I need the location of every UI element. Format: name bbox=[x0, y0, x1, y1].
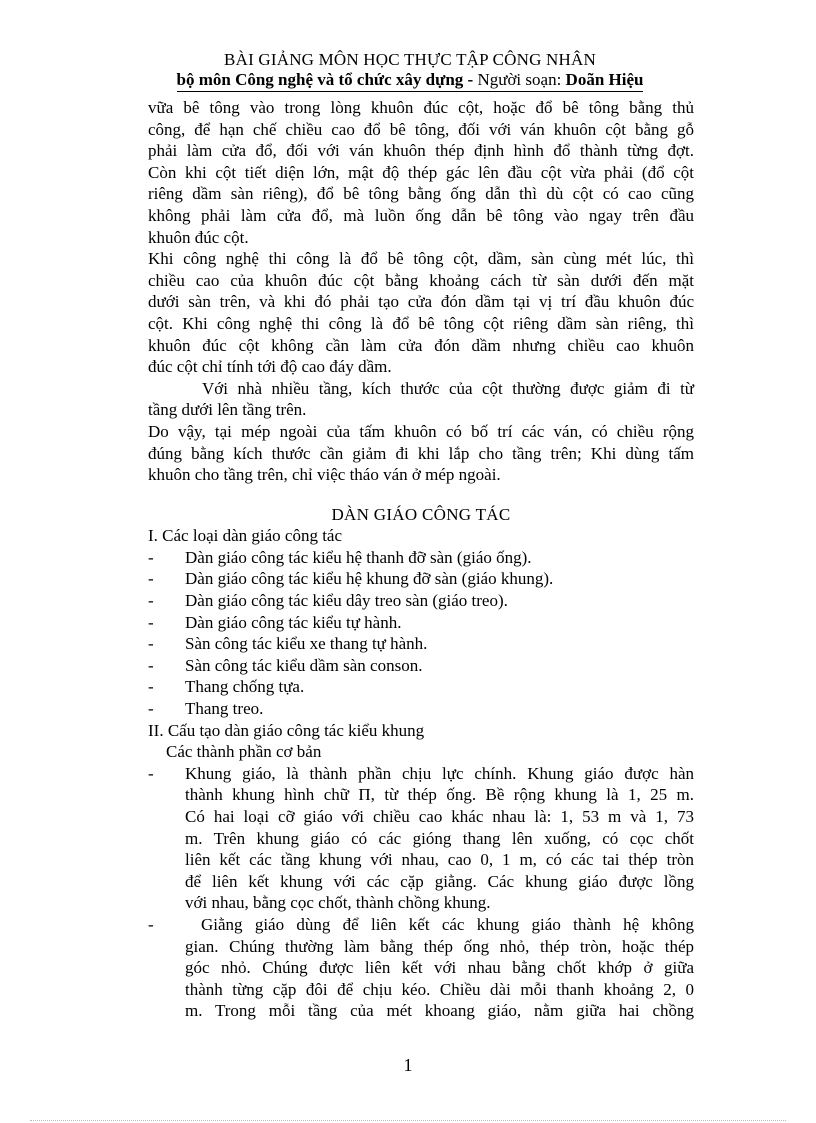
header-title: BÀI GIẢNG MÔN HỌC THỰC TẬP CÔNG NHÂN bbox=[224, 50, 596, 69]
text-line: góc nhỏ. Chúng được liên kết với nhau bằng chốt khớp ở giữa bbox=[185, 958, 694, 978]
text-line: khuôn đúc cột không cần làm cửa đón dầm nhưng chiều cao khuôn bbox=[148, 335, 694, 355]
text-line: liên kết các tầng khung với nhau, cao 0, 1 m, có các tai thép tròn bbox=[185, 850, 694, 870]
page-number: 1 bbox=[403, 1055, 413, 1075]
text-line: phải làm cửa đổ, đối với ván khuôn thép định hình đổ thành từng đợt. bbox=[148, 141, 694, 161]
text-line: m. Trên khung giáo có các gióng thang lên xuống, có cọc chốt bbox=[185, 828, 694, 848]
list-dash: - bbox=[148, 612, 154, 632]
text-line: để liên kết khung với các cặp giằng. Các khung giáo được lồng bbox=[185, 871, 694, 891]
list-item-text: Sàn công tác kiểu xe thang tự hành. bbox=[185, 634, 428, 654]
list-dash: - bbox=[148, 914, 154, 934]
text-line: dưới sàn trên, và khi đó phải tạo cửa đón dầm tại vị trí đầu khuôn đúc bbox=[148, 292, 694, 312]
paragraph-3 bbox=[148, 378, 694, 421]
text-line: khuôn đúc cột. bbox=[148, 227, 249, 247]
list-item-text: Dàn giáo công tác kiểu hệ thanh đỡ sàn (giáo ống). bbox=[185, 547, 532, 567]
text-line: không phải làm cửa đổ, mà luồn ống dẫn bê tông vào ngay trên đầu bbox=[148, 205, 694, 225]
list-dash: - bbox=[148, 569, 154, 589]
list-item-text: Dàn giáo công tác kiểu tự hành. bbox=[185, 612, 402, 632]
section-title: DÀN GIÁO CÔNG TÁC bbox=[331, 504, 511, 524]
text-line: đúng bằng kích thước cần giảm đi khi lắp cho tầng trên; Khi dùng tấm bbox=[148, 443, 694, 463]
header-subtitle bbox=[177, 70, 644, 92]
text-line: Khung giáo, là thành phần chịu lực chính. Khung giáo được hàn bbox=[185, 763, 694, 783]
list-dash: - bbox=[148, 677, 154, 697]
list-item bbox=[148, 633, 694, 655]
text-line: gian. Chúng thường làm bằng thép ống nhỏ, thép tròn, hoặc thép bbox=[185, 936, 694, 956]
page-bottom-divider bbox=[30, 1120, 786, 1121]
header-department: bộ môn Công nghệ và tổ chức xây dựng bbox=[176, 70, 464, 89]
header-author: Doãn Hiệu bbox=[565, 70, 644, 89]
list-item-text: Thang chống tựa. bbox=[185, 677, 305, 697]
text-line: Có hai loại cỡ giáo với chiều cao khác nhau là: 1, 53 m và 1, 73 bbox=[185, 807, 694, 826]
text-line: Còn khi cột tiết diện lớn, mật độ thép gác lên đầu cột vừa phải (đổ cột bbox=[148, 162, 694, 182]
paragraph-4 bbox=[148, 421, 694, 486]
list-item-text: Sàn công tác kiểu dầm sàn conson. bbox=[185, 655, 423, 675]
document-body bbox=[148, 97, 694, 1022]
text-line: cột. Khi công nghệ thi công là đổ bê tông cột riêng dầm sàn riêng, thì bbox=[148, 313, 694, 333]
section-2-subheading: Các thành phần cơ bản bbox=[166, 742, 322, 762]
paragraph-2 bbox=[148, 248, 694, 378]
text-line: m. Trong mỗi tầng của mét khoang giáo, nằm giữa hai chồng bbox=[185, 1001, 694, 1021]
header-author-label: Người soạn: bbox=[477, 70, 566, 89]
text-line: Với nhà nhiều tầng, kích thước của cột thường được giảm đi từ bbox=[202, 378, 694, 398]
list-dash: - bbox=[148, 547, 154, 567]
list-item bbox=[148, 698, 694, 720]
list-item bbox=[148, 547, 694, 569]
list-dash: - bbox=[148, 655, 154, 675]
list-item-text: Dàn giáo công tác kiểu hệ khung đỡ sàn (giáo khung). bbox=[185, 569, 554, 589]
text-line: với nhau, bằng cọc chốt, thành chồng khung. bbox=[185, 893, 491, 913]
text-line: thành từng cặp đôi để chịu kéo. Chiều dài mỗi thanh khoảng 2, 0 bbox=[185, 979, 694, 999]
text-line: thành khung hình chữ Π, từ thép ống. Bề rộng khung là 1, 25 m. bbox=[185, 785, 694, 805]
list-item bbox=[148, 763, 694, 914]
paragraph-1 bbox=[148, 97, 694, 248]
text-line: khuôn cho tầng trên, chỉ việc tháo ván ở mép ngoài. bbox=[148, 465, 501, 485]
list-item-text: Dàn giáo công tác kiểu dây treo sàn (giáo treo). bbox=[185, 591, 508, 611]
list-item bbox=[148, 914, 694, 1022]
list-dash: - bbox=[148, 634, 154, 654]
text-line: công, để hạn chế chiều cao đổ bê tông, đối với ván khuôn cột bằng gỗ bbox=[148, 119, 694, 139]
header-separator: - bbox=[463, 70, 478, 89]
text-line: riêng dầm sàn riêng), đổ bê tông bằng ống dẫn thì dù cột có cao cũng bbox=[148, 184, 694, 204]
list-item bbox=[148, 655, 694, 677]
text-line: Giằng giáo dùng để liên kết các khung giáo thành hệ không bbox=[201, 914, 694, 934]
list-item-text: Thang treo. bbox=[185, 699, 264, 719]
text-line: vữa bê tông vào trong lòng khuôn đúc cột, hoặc đổ bê tông bằng thủ bbox=[148, 98, 694, 117]
list-item bbox=[148, 568, 694, 590]
section-2-heading: II. Cấu tạo dàn giáo công tác kiểu khung bbox=[148, 720, 425, 740]
list-item bbox=[148, 612, 694, 634]
text-line: Do vậy, tại mép ngoài của tấm khuôn có bố trí các ván, có chiều rộng bbox=[148, 421, 694, 441]
text-line: tầng dưới lên tầng trên. bbox=[148, 400, 307, 420]
page-header bbox=[145, 50, 675, 92]
list-item bbox=[148, 590, 694, 612]
list-dash: - bbox=[148, 591, 154, 611]
list-item bbox=[148, 676, 694, 698]
text-line: Khi công nghệ thi công là đổ bê tông cột, dầm, sàn cùng mét lúc, thì bbox=[148, 249, 694, 269]
text-line: đúc cột chỉ tính tới độ cao đáy dầm. bbox=[148, 357, 392, 377]
section-1-heading: I. Các loại dàn giáo công tác bbox=[148, 526, 343, 546]
list-dash: - bbox=[148, 699, 154, 719]
list-dash: - bbox=[148, 763, 154, 783]
text-line: chiều cao của khuôn đúc cột bằng khoảng cách từ sàn dưới đến mặt bbox=[148, 270, 694, 290]
